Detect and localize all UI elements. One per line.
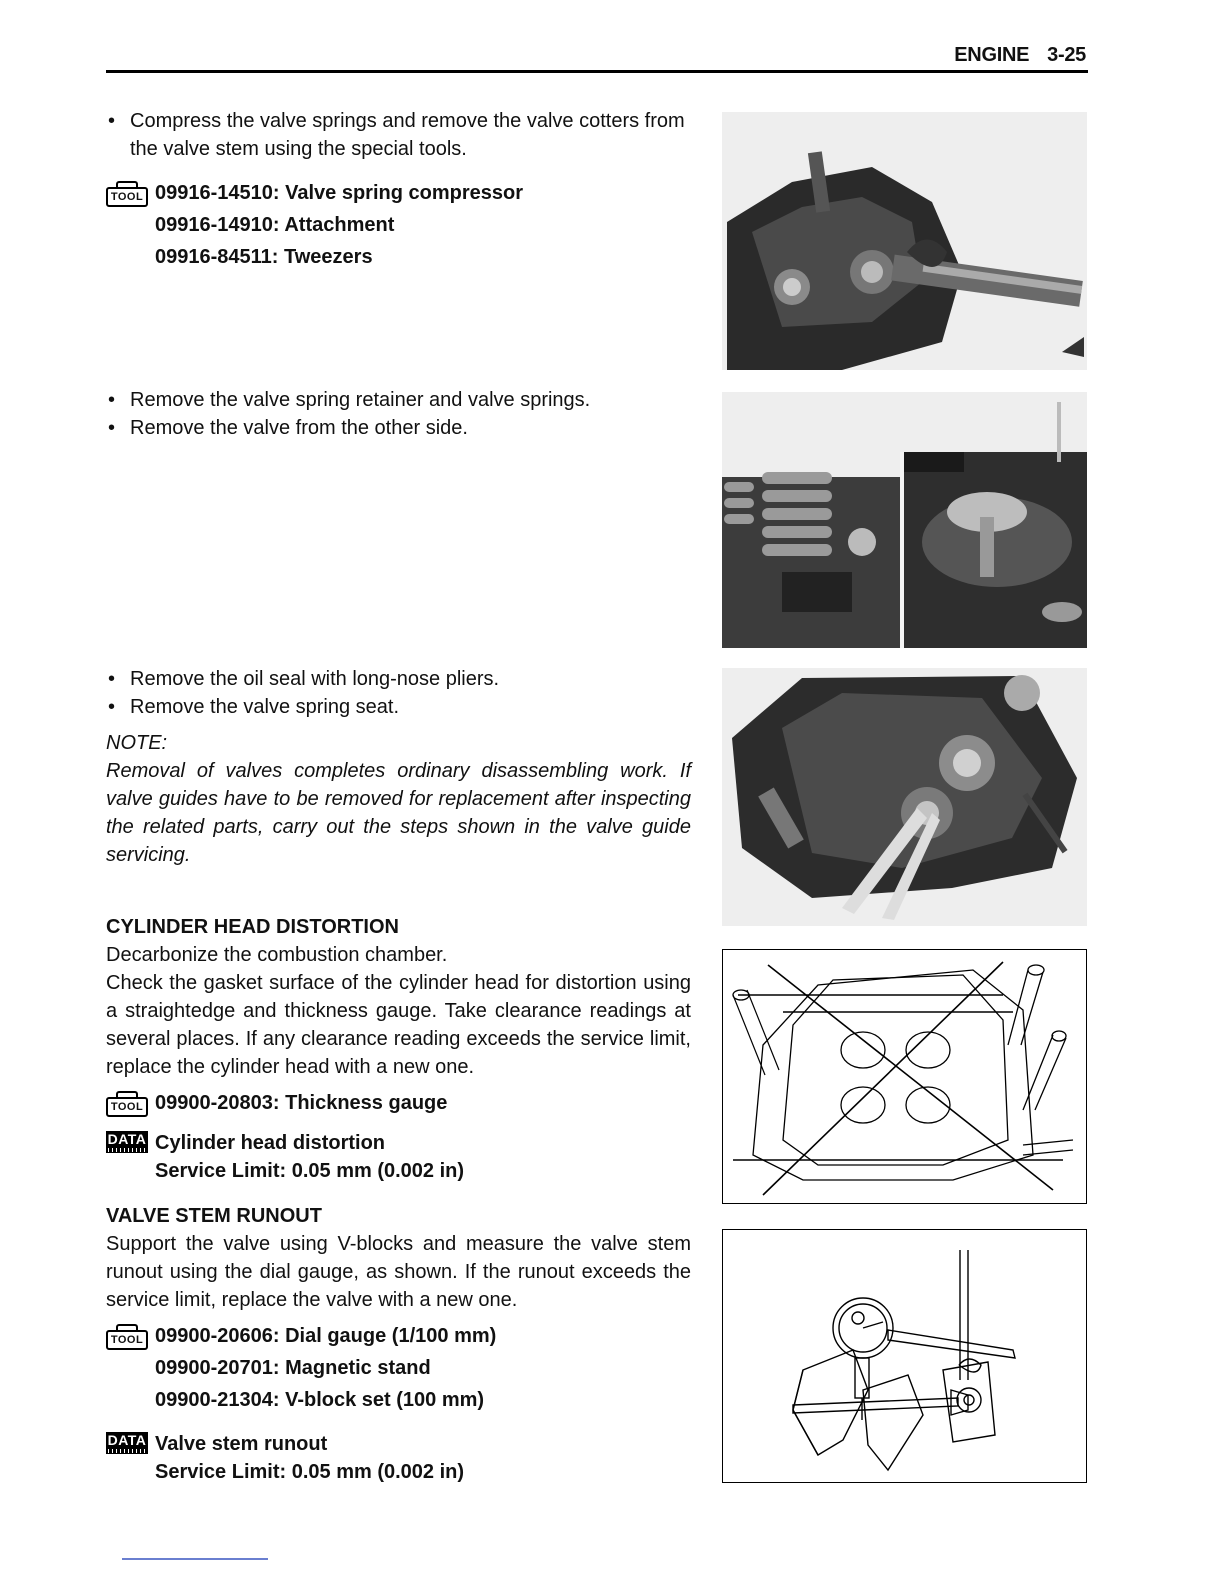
tool-item: 09900-20701: Magnetic stand bbox=[155, 1357, 431, 1379]
header-rule bbox=[106, 70, 1088, 73]
note-label: NOTE: bbox=[106, 732, 168, 754]
tool-line-1 bbox=[106, 177, 691, 209]
tool-item: 09900-21304: V-block set (100 mm) bbox=[155, 1389, 485, 1411]
figure-valve-stem-runout bbox=[722, 1229, 1087, 1483]
section-heading-distortion: CYLINDER HEAD DISTORTION bbox=[106, 916, 399, 938]
distortion-body: Check the gasket surface of the cylinder head for distortion using a straightedge and thickness gauge. Take clearance readings at several places. If any clearance reading exceeds the service limit, replace the cylinder head with a new one. bbox=[106, 972, 691, 1078]
tool-icon: TOOL bbox=[106, 1324, 146, 1348]
step-remove-block bbox=[106, 386, 691, 442]
service-limit: Service Limit: 0.05 mm (0.002 in) bbox=[155, 1461, 465, 1483]
data-label: Cylinder head distortion bbox=[155, 1132, 386, 1154]
distortion-section bbox=[106, 913, 691, 1185]
page-header bbox=[954, 44, 1086, 67]
tool-item: 09916-14910: Attachment bbox=[155, 214, 395, 236]
step-compress-block bbox=[106, 107, 691, 273]
section-heading-runout: VALVE STEM RUNOUT bbox=[106, 1205, 322, 1227]
data-line-runout bbox=[106, 1430, 691, 1458]
tool-icon: TOOL bbox=[106, 1091, 146, 1115]
note-text: Removal of valves completes ordinary disassembling work. If valve guides have to be removed for replacement after inspecting the related parts, carry out the steps shown in the valve guide servicing. bbox=[106, 760, 691, 866]
photo-valve-springs bbox=[722, 392, 1087, 648]
data-line-distortion bbox=[106, 1129, 691, 1157]
tool-item: 09916-14510: Valve spring compressor bbox=[155, 182, 523, 204]
data-icon: DATA bbox=[106, 1131, 148, 1153]
footer-line bbox=[122, 1558, 268, 1560]
tool-icon: TOOL bbox=[106, 181, 146, 205]
step-remove-valve: • Remove the valve from the other side. bbox=[106, 414, 691, 442]
data-icon: DATA bbox=[106, 1432, 148, 1454]
step-remove-retainer: • Remove the valve spring retainer and valve springs. bbox=[106, 386, 691, 414]
tool-line-distortion bbox=[106, 1087, 691, 1119]
tool-item: 09916-84511: Tweezers bbox=[155, 246, 373, 268]
section-title: ENGINE bbox=[954, 44, 1030, 66]
tool-item: 09900-20606: Dial gauge (1/100 mm) bbox=[155, 1325, 497, 1347]
page-number: 3-25 bbox=[1047, 44, 1086, 66]
photo-valve-spring-compressor bbox=[722, 112, 1087, 370]
step-oil-seal-block bbox=[106, 665, 691, 869]
step-remove-oil-seal: • Remove the oil seal with long-nose pliers. bbox=[106, 665, 691, 693]
figure-cylinder-head-distortion bbox=[722, 949, 1087, 1204]
distortion-line1: Decarbonize the combustion chamber. bbox=[106, 944, 448, 966]
runout-section bbox=[106, 1202, 691, 1486]
tool-line-runout bbox=[106, 1320, 691, 1352]
step-remove-seat: • Remove the valve spring seat. bbox=[106, 693, 691, 721]
photo-oil-seal-removal bbox=[722, 668, 1087, 926]
runout-body: Support the valve using V-blocks and measure the valve stem runout using the dial gauge, as shown. If the runout exceeds the service limit, replace the valve with a new one. bbox=[106, 1233, 691, 1311]
tool-item: 09900-20803: Thickness gauge bbox=[155, 1092, 448, 1114]
data-label: Valve stem runout bbox=[155, 1433, 328, 1455]
step-compress: • Compress the valve springs and remove the valve cotters from the valve stem using the special tools. bbox=[106, 107, 691, 163]
service-limit: Service Limit: 0.05 mm (0.002 in) bbox=[155, 1160, 465, 1182]
